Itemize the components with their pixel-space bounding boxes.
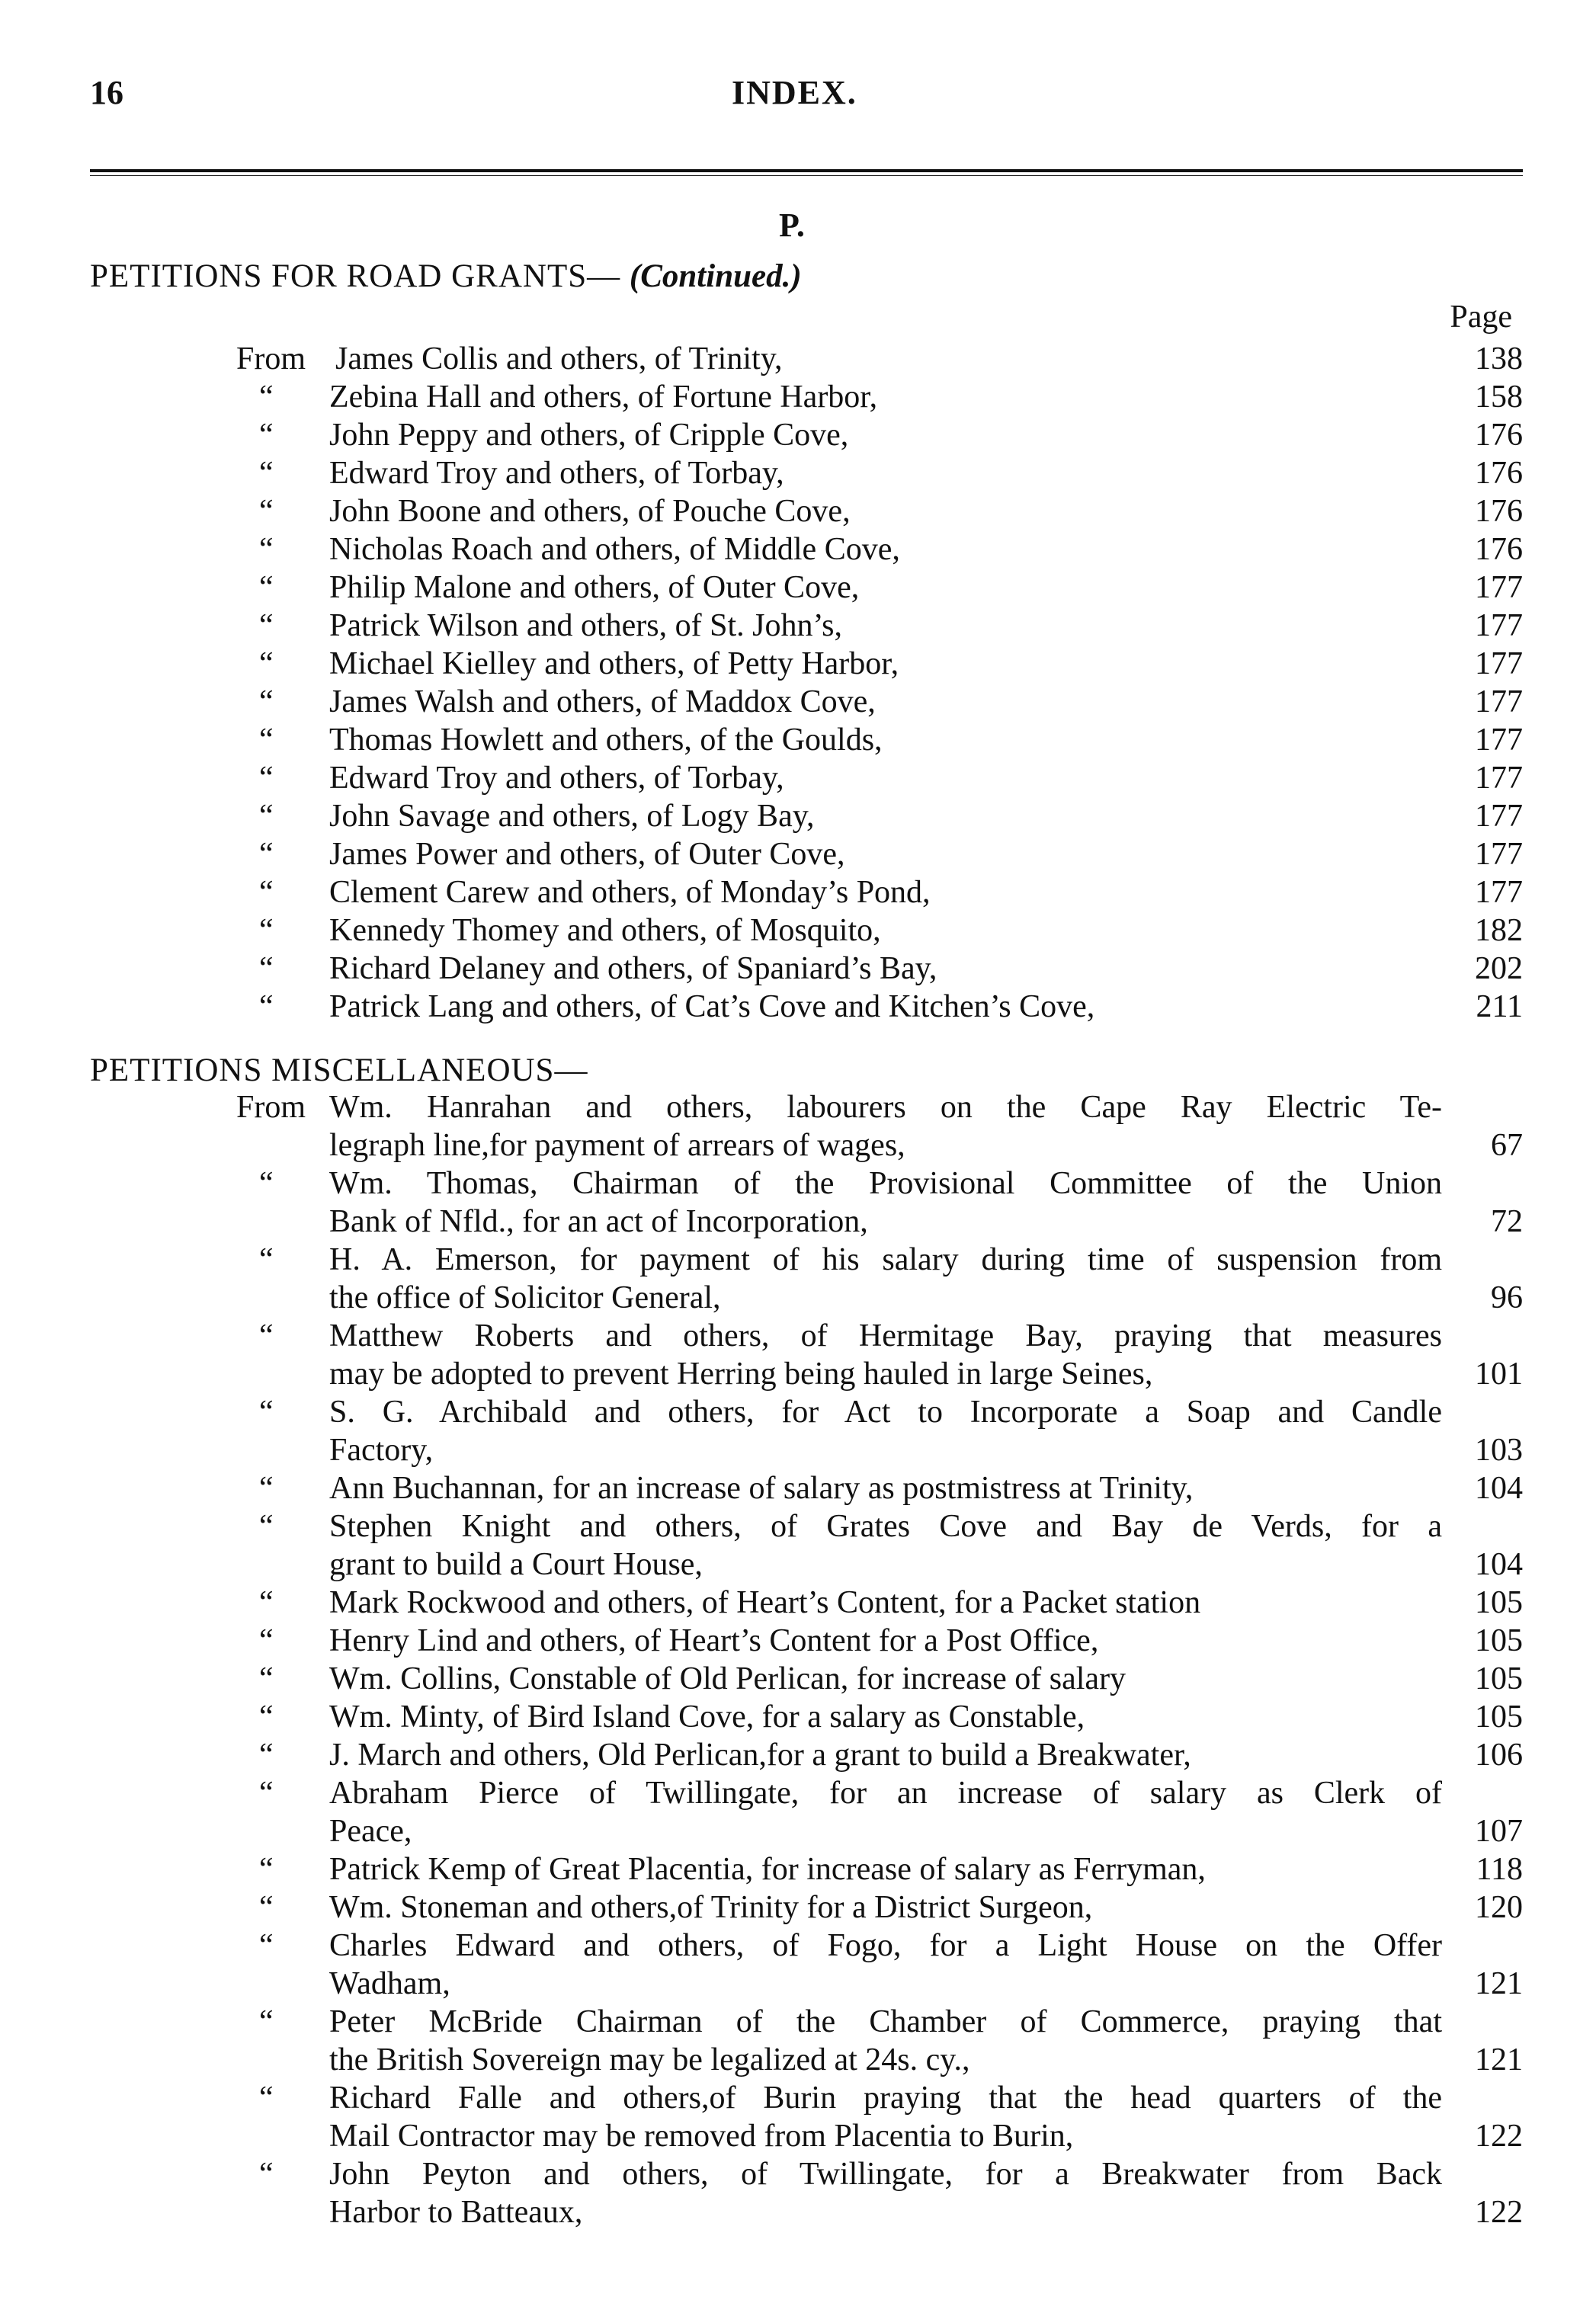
road-grants-heading [90, 258, 802, 295]
ditto-mark: “ [259, 913, 274, 948]
ditto-mark: “ [259, 494, 274, 529]
ditto-mark: “ [259, 1928, 274, 1963]
list-item-continuation [0, 1431, 1596, 1469]
entry-text: Nicholas Roach and others, of Middle Cove, [329, 532, 900, 567]
entry-page: 176 [1475, 456, 1523, 491]
ditto-mark: “ [259, 1166, 274, 1201]
list-item [0, 530, 1596, 569]
list-item [0, 1622, 1596, 1660]
ditto-mark: “ [259, 1509, 274, 1544]
entry-text: John Peppy and others, of Cripple Cove, [329, 418, 849, 453]
entry-page: 177 [1475, 608, 1523, 643]
list-item-continuation [0, 1355, 1596, 1393]
entry-page: 182 [1475, 913, 1523, 948]
ditto-mark: “ [259, 418, 274, 453]
entry-page: 176 [1475, 494, 1523, 529]
list-item [0, 1927, 1596, 1965]
entry-text: Zebina Hall and others, of Fortune Harbor, [329, 380, 878, 415]
entry-text-continued: grant to build a Court House, [329, 1547, 703, 1582]
entry-text-continued: Factory, [329, 1433, 434, 1468]
entry-text: James Collis and others, of Trinity, [335, 341, 783, 376]
entry-text: Thomas Howlett and others, of the Goulds, [329, 722, 883, 758]
entry-text: John Boone and others, of Pouche Cove, [329, 494, 851, 529]
entry-text: Michael Kielley and others, of Petty Harbor, [329, 646, 899, 681]
ditto-mark: “ [259, 1242, 274, 1277]
ditto-mark: “ [259, 1890, 274, 1925]
list-item [0, 1507, 1596, 1546]
list-item [0, 340, 1596, 378]
entry-text: S. G. Archibald and others, for Act to Incorporate a Soap and Candle [329, 1395, 1442, 1430]
entry-text-continued: the British Sovereign may be legalized at 24s. cy., [329, 2042, 970, 2077]
entry-text: John Savage and others, of Logy Bay, [329, 799, 815, 834]
misc-heading: PETITIONS MISCELLANEOUS— [90, 1052, 588, 1088]
ditto-mark: “ [259, 1776, 274, 1811]
entry-text: Philip Malone and others, of Outer Cove, [329, 570, 860, 605]
entry-text-continued: legraph line,for payment of arrears of wages, [329, 1128, 905, 1163]
list-item-continuation [0, 2193, 1596, 2231]
entry-page: 105 [1475, 1623, 1523, 1658]
ditto-mark: “ [259, 1395, 274, 1430]
entry-page: 105 [1475, 1661, 1523, 1696]
ditto-mark: “ [259, 837, 274, 872]
list-item [0, 1317, 1596, 1355]
entry-page: 105 [1475, 1585, 1523, 1620]
ditto-mark: “ [259, 875, 274, 910]
entry-text: H. A. Emerson, for payment of his salary during time of suspension from [329, 1242, 1442, 1277]
list-item-continuation [0, 2117, 1596, 2155]
list-item [0, 1393, 1596, 1431]
entry-text: Richard Falle and others,of Burin praying that the head quarters of the [329, 2081, 1442, 2116]
list-item [0, 492, 1596, 530]
ditto-mark: “ [259, 570, 274, 605]
continued-label: (Continued.) [629, 258, 802, 294]
list-item-continuation [0, 1203, 1596, 1241]
entry-text: Abraham Pierce of Twillingate, for an increase of salary as Clerk of [329, 1776, 1442, 1811]
header-rule [90, 169, 1523, 172]
entry-text: Mark Rockwood and others, of Heart’s Content, for a Packet station [329, 1585, 1201, 1620]
entry-page: 101 [1475, 1357, 1523, 1392]
list-item [0, 1469, 1596, 1507]
entry-page: 121 [1475, 2042, 1523, 2077]
entry-text: Kennedy Thomey and others, of Mosquito, [329, 913, 881, 948]
entry-page: 176 [1475, 532, 1523, 567]
entry-text: Charles Edward and others, of Fogo, for a Light House on the Offer [329, 1928, 1442, 1963]
entry-page: 177 [1475, 799, 1523, 834]
ditto-mark: “ [259, 1623, 274, 1658]
list-item [0, 683, 1596, 721]
entry-text: Patrick Lang and others, of Cat’s Cove and Kitchen’s Cove, [329, 989, 1095, 1024]
list-item [0, 1888, 1596, 1927]
list-item-continuation [0, 1546, 1596, 1584]
ditto-mark: “ [259, 646, 274, 681]
entry-text: Ann Buchannan, for an increase of salary as postmistress at Trinity, [329, 1471, 1194, 1506]
entry-page: 177 [1475, 646, 1523, 681]
from-label: From [236, 1090, 306, 1125]
entry-page: 67 [1491, 1128, 1523, 1163]
ditto-mark: “ [259, 1738, 274, 1773]
entry-page: 177 [1475, 722, 1523, 758]
entry-text-continued: Harbor to Batteaux, [329, 2195, 583, 2230]
list-item [0, 1774, 1596, 1812]
ditto-mark: “ [259, 684, 274, 719]
entry-page: 202 [1475, 951, 1523, 986]
road-grants-list [0, 340, 1596, 1026]
list-item [0, 2155, 1596, 2193]
list-item [0, 873, 1596, 911]
entry-page: 121 [1475, 1966, 1523, 2001]
ditto-mark: “ [259, 989, 274, 1024]
list-item [0, 607, 1596, 645]
list-item [0, 759, 1596, 797]
from-label: From [236, 341, 306, 376]
ditto-mark: “ [259, 1661, 274, 1696]
entry-text-continued: Bank of Nfld., for an act of Incorporation, [329, 1204, 868, 1239]
header-rule-thin [90, 175, 1523, 176]
ditto-mark: “ [259, 1471, 274, 1506]
entry-text: Edward Troy and others, of Torbay, [329, 761, 784, 796]
list-item-continuation [0, 2041, 1596, 2079]
list-item [0, 454, 1596, 492]
entry-page: 177 [1475, 837, 1523, 872]
ditto-mark: “ [259, 2004, 274, 2039]
ditto-mark: “ [259, 2157, 274, 2192]
ditto-mark: “ [259, 532, 274, 567]
ditto-mark: “ [259, 2081, 274, 2116]
entry-text: Wm. Thomas, Chairman of the Provisional Committee of the Union [329, 1166, 1442, 1201]
entry-page: 105 [1475, 1699, 1523, 1735]
entry-text: Peter McBride Chairman of the Chamber of Commerce, praying that [329, 2004, 1442, 2039]
page-number: 16 [90, 74, 123, 111]
list-item [0, 378, 1596, 416]
entry-page: 104 [1475, 1471, 1523, 1506]
ditto-mark: “ [259, 1585, 274, 1620]
list-item [0, 1850, 1596, 1888]
list-item [0, 1088, 1596, 1126]
ditto-mark: “ [259, 380, 274, 415]
list-item [0, 1736, 1596, 1774]
list-item [0, 1584, 1596, 1622]
ditto-mark: “ [259, 608, 274, 643]
list-item-continuation [0, 1279, 1596, 1317]
ditto-mark: “ [259, 722, 274, 758]
ditto-mark: “ [259, 799, 274, 834]
entry-text: Wm. Stoneman and others,of Trinity for a District Surgeon, [329, 1890, 1093, 1925]
section-letter: P. [779, 207, 805, 244]
entry-text: J. March and others, Old Perlican,for a grant to build a Breakwater, [329, 1738, 1191, 1773]
list-item [0, 645, 1596, 683]
ditto-mark: “ [259, 1699, 274, 1735]
entry-text: James Power and others, of Outer Cove, [329, 837, 845, 872]
list-item [0, 1241, 1596, 1279]
entry-page: 104 [1475, 1547, 1523, 1582]
list-item [0, 988, 1596, 1026]
entry-page: 177 [1475, 684, 1523, 719]
entry-page: 72 [1491, 1204, 1523, 1239]
list-item [0, 2003, 1596, 2041]
list-item [0, 911, 1596, 950]
list-item [0, 1164, 1596, 1203]
entry-page: 106 [1475, 1738, 1523, 1773]
entry-text: Edward Troy and others, of Torbay, [329, 456, 784, 491]
page-column-header: Page [1450, 300, 1512, 335]
entry-text: Richard Delaney and others, of Spaniard’s Bay, [329, 951, 937, 986]
entry-text: Clement Carew and others, of Monday’s Pond, [329, 875, 931, 910]
entry-page: 177 [1475, 570, 1523, 605]
list-item [0, 416, 1596, 454]
entry-text: Wm. Hanrahan and others, labourers on the Cape Ray Electric Te- [329, 1090, 1442, 1125]
entry-text: Wm. Minty, of Bird Island Cove, for a salary as Constable, [329, 1699, 1085, 1735]
entry-text: Henry Lind and others, of Heart’s Content for a Post Office, [329, 1623, 1099, 1658]
list-item [0, 569, 1596, 607]
entry-page: 177 [1475, 875, 1523, 910]
misc-list [0, 1088, 1596, 2231]
entry-text-continued: Peace, [329, 1814, 412, 1849]
list-item-continuation [0, 1965, 1596, 2003]
list-item [0, 835, 1596, 873]
entry-text-continued: the office of Solicitor General, [329, 1280, 721, 1315]
list-item [0, 2079, 1596, 2117]
entry-text-continued: may be adopted to prevent Herring being hauled in large Seines, [329, 1357, 1153, 1392]
road-grants-title: PETITIONS FOR ROAD GRANTS— [90, 258, 621, 294]
entry-text: Patrick Kemp of Great Placentia, for increase of salary as Ferryman, [329, 1852, 1206, 1887]
list-item [0, 1660, 1596, 1698]
entry-page: 122 [1475, 2119, 1523, 2154]
ditto-mark: “ [259, 761, 274, 796]
entry-page: 96 [1491, 1280, 1523, 1315]
list-item [0, 1698, 1596, 1736]
list-item [0, 950, 1596, 988]
list-item-continuation [0, 1812, 1596, 1850]
entry-text: James Walsh and others, of Maddox Cove, [329, 684, 876, 719]
ditto-mark: “ [259, 951, 274, 986]
entry-page: 177 [1475, 761, 1523, 796]
list-item [0, 797, 1596, 835]
entry-page: 103 [1475, 1433, 1523, 1468]
entry-text: Wm. Collins, Constable of Old Perlican, for increase of salary [329, 1661, 1126, 1696]
entry-text: Stephen Knight and others, of Grates Cove and Bay de Verds, for a [329, 1509, 1442, 1544]
entry-page: 107 [1475, 1814, 1523, 1849]
entry-text: John Peyton and others, of Twillingate, for a Breakwater from Back [329, 2157, 1442, 2192]
entry-page: 118 [1476, 1852, 1523, 1887]
ditto-mark: “ [259, 1318, 274, 1353]
entry-page: 138 [1475, 341, 1523, 376]
entry-page: 211 [1476, 989, 1523, 1024]
ditto-mark: “ [259, 1852, 274, 1887]
entry-page: 120 [1475, 1890, 1523, 1925]
entry-page: 158 [1475, 380, 1523, 415]
entry-page: 176 [1475, 418, 1523, 453]
running-title: INDEX. [732, 74, 857, 111]
entry-text-continued: Mail Contractor may be removed from Placentia to Burin, [329, 2119, 1074, 2154]
entry-text: Patrick Wilson and others, of St. John’s, [329, 608, 843, 643]
list-item [0, 721, 1596, 759]
entry-text: Matthew Roberts and others, of Hermitage Bay, praying that measures [329, 1318, 1442, 1353]
list-item-continuation [0, 1126, 1596, 1164]
entry-page: 122 [1475, 2195, 1523, 2230]
ditto-mark: “ [259, 456, 274, 491]
entry-text-continued: Wadham, [329, 1966, 450, 2001]
